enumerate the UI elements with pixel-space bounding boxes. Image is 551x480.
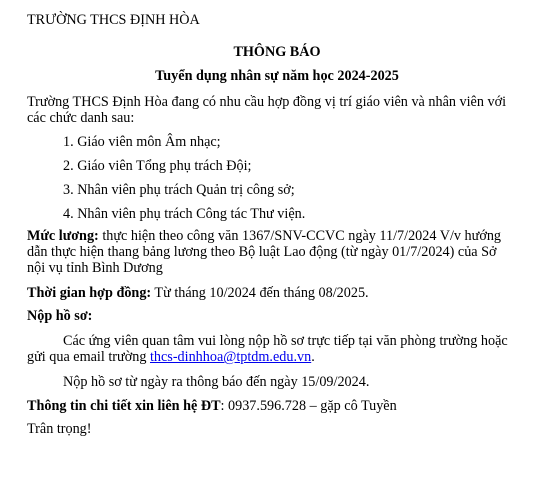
contract-time-text: Từ tháng 10/2024 đến tháng 08/2025. [151, 285, 369, 301]
announcement-title: THÔNG BÁO [233, 44, 321, 60]
school-header: TRƯỜNG THCS ĐỊNH HÒA [27, 12, 200, 28]
contact-text: : 0937.596.728 – gặp cô Tuyền [220, 398, 397, 414]
position-item-4: 4. Nhân viên phụ trách Công tác Thư viện. [63, 206, 306, 222]
contract-time-label: Thời gian hợp đồng: [27, 285, 152, 301]
salary-line-2: dẫn thực hiện thang bảng lương theo Bộ luật Lao động (từ ngày 01/7/2024) của Sở [27, 244, 497, 260]
contact-label: Thông tin chi tiết xin liên hệ ĐT [27, 398, 221, 414]
submission-email-suffix: . [311, 349, 315, 365]
school-email-link[interactable]: thcs-dinhhoa@tptdm.edu.vn [149, 349, 312, 365]
position-item-1: 1. Giáo viên môn Âm nhạc; [63, 134, 221, 150]
announcement-subtitle: Tuyển dụng nhân sự năm học 2024-2025 [155, 68, 399, 84]
salary-line-3: nội vụ tỉnh Bình Dương [27, 260, 163, 276]
closing-text: Trân trọng! [27, 421, 92, 437]
salary-label: Mức lương: [27, 228, 99, 244]
position-item-3: 3. Nhân viên phụ trách Quản trị công sở; [63, 182, 295, 198]
contact-line [27, 397, 397, 415]
intro-line-2: các chức danh sau: [27, 110, 135, 126]
contract-time-line [27, 284, 369, 302]
submission-para-2: Nộp hồ sơ từ ngày ra thông báo đến ngày 15/09/2024. [63, 374, 370, 390]
submission-para-1-line-2 [27, 348, 315, 366]
submission-label: Nộp hồ sơ: [27, 308, 93, 324]
submission-para-1-line-1: Các ứng viên quan tâm vui lòng nộp hồ sơ trực tiếp tại văn phòng trường hoặc [63, 333, 508, 349]
intro-line-1: Trường THCS Định Hòa đang có nhu cầu hợp đồng vị trí giáo viên và nhân viên với [27, 94, 507, 110]
salary-text-1: thực hiện theo công văn 1367/SNV-CCVC ngày 11/7/2024 V/v hướng [98, 228, 502, 244]
position-item-2: 2. Giáo viên Tổng phụ trách Đội; [63, 158, 252, 174]
submission-email-prefix: gửi qua email trường [27, 349, 150, 365]
